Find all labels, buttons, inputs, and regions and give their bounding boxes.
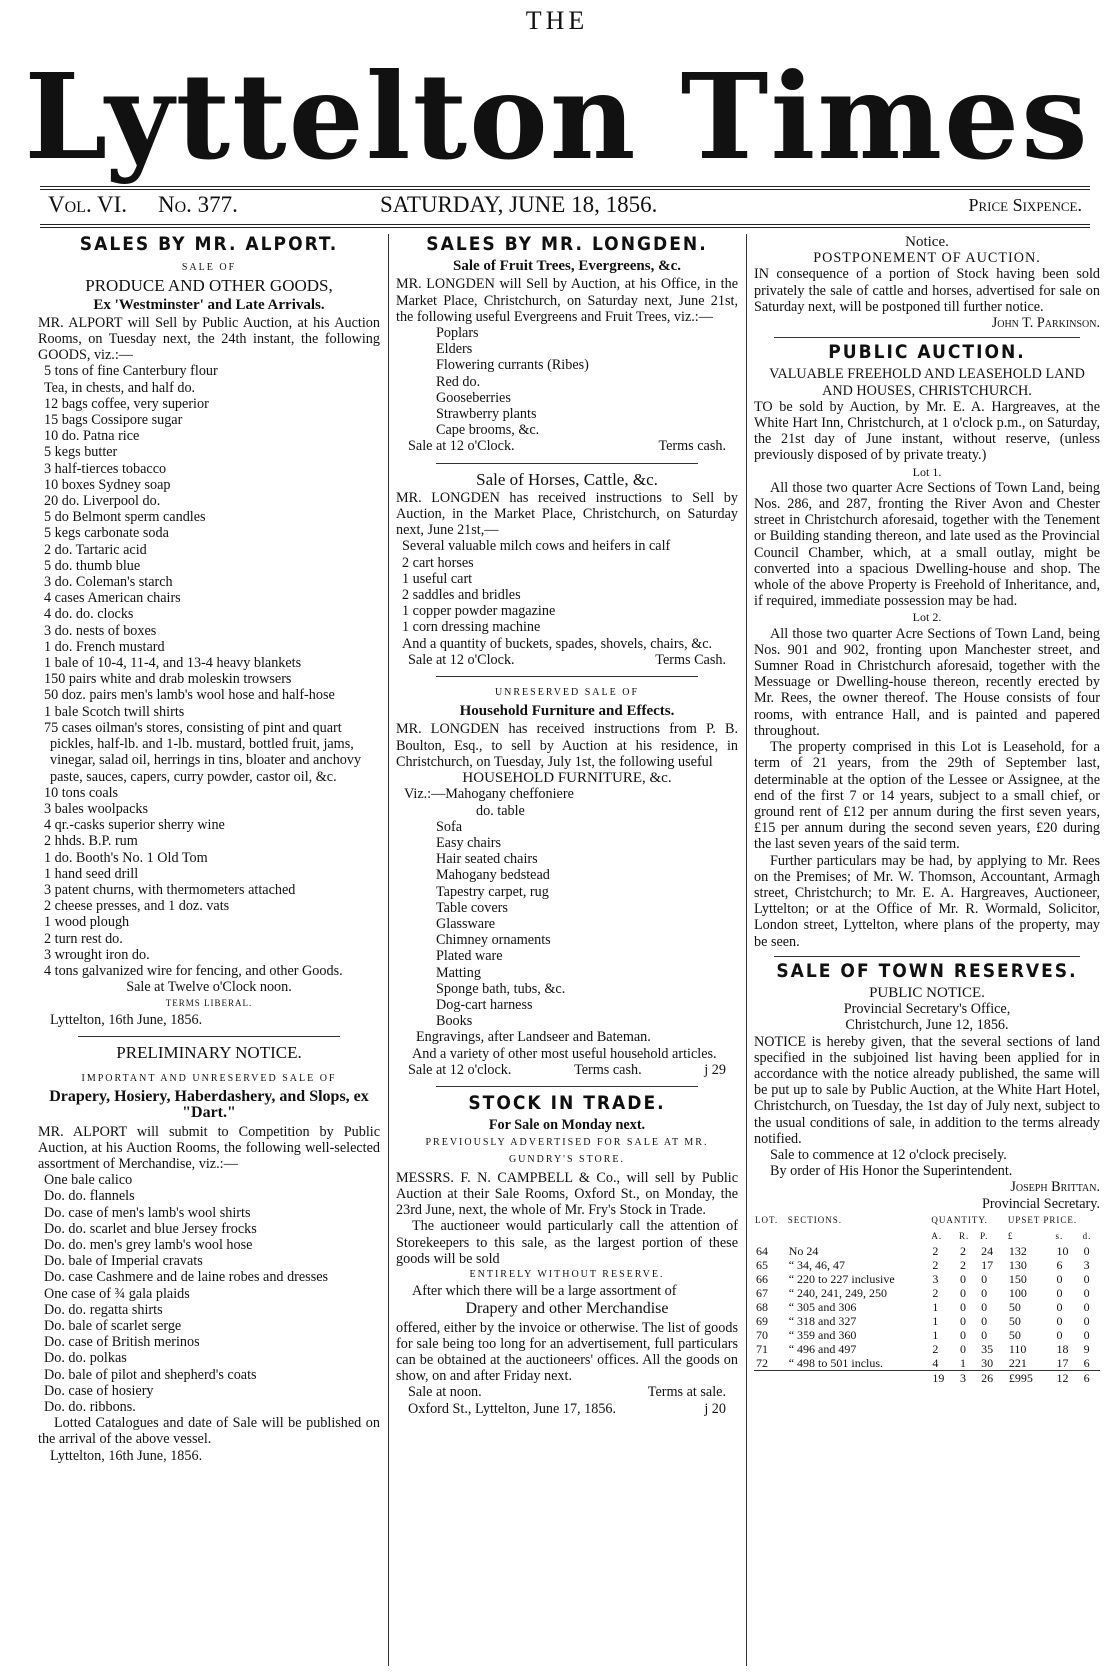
goods-item: 10 tons coals [44, 784, 119, 801]
quantity-header: QUANTITY. [931, 1214, 988, 1225]
goods-item: 3 do. Coleman's starch [44, 574, 173, 591]
public-notice-heading: PUBLIC NOTICE. [869, 984, 985, 1001]
sale-time: Sale at Twelve o'Clock noon. [126, 979, 292, 996]
goods-item: 75 cases oilman's stores, consisting of pint and quart pickles, half-lb. and 1-lb. mustard, bottled fruit, jams, vinegar, salad oil, herrings in tins, bloater and anchovy paste, sauces, capers, curry powder, castor oil, &c. [44, 719, 362, 785]
secretary-office: Provincial Secretary's Office, [843, 1001, 1011, 1018]
lot-cell-sections: “ 240, 241, 249, 250 [788, 1285, 888, 1300]
lot-cell-s: 0 [1056, 1271, 1063, 1286]
merchandise-item: Do. case of men's lamb's wool shirts [44, 1204, 251, 1221]
stock-drapery: Drapery and other Merchandise [465, 1300, 669, 1318]
lot-cell-p: 0 [981, 1285, 988, 1300]
horses-sale-time: Sale at 12 o'Clock. [408, 651, 515, 668]
lot-cell-l: 221 [1008, 1355, 1027, 1370]
lot-1-text: All those two quarter Acre Sections of Town Land, being Nos. 286, and 287, fronting the River Avon and Chester street in Christchurch aforesaid, together with the Tenement or Building standing thereon, and late used as the Provincial Council Chamber, which, at a small outlay, might be converted into a spacious Dwelling-house and shop. The whole of the above Property is Freehold of Inheritance, and, if required, immediate possession may be had. [754, 479, 1100, 610]
stock-previously: PREVIOUSLY ADVERTISED FOR SALE AT MR. GUNDRY'S STORE. [425, 1137, 709, 1165]
sale-of: SALE OF [181, 262, 237, 274]
lot-cell-s: 0 [1056, 1313, 1063, 1328]
lot-cell-a: 1 [932, 1299, 939, 1314]
valuable-heading: VALUABLE FREEHOLD AND LEASEHOLD LAND AND HOUSES, CHRISTCHURCH. [769, 366, 1085, 399]
goods-item: 1 do. Booth's No. 1 Old Tom [44, 849, 208, 866]
column-alport [38, 234, 380, 1464]
leasehold-text: The property comprised in this Lot is Leasehold, for a term of 21 years, from the 29th of September last, determinable at the option of the Lessee or Assignee, at the end of the first 7 or 14 years, subject to a small chief, or ground rent of £12 per annum during the first seven years, £15 per annum during the second seven years, £20 during the last seven years of the said term. [754, 739, 1100, 853]
household-furniture: HOUSEHOLD FURNITURE, &c. [462, 770, 672, 787]
alport-dateline-2: Lyttelton, 16th June, 1856. [50, 1447, 203, 1464]
sections-header: SECTIONS. [787, 1214, 842, 1225]
livestock-item: 1 useful cart [402, 570, 473, 587]
issue-number: No. 377. [158, 192, 238, 217]
lot-cell-d: 0 [1083, 1271, 1090, 1286]
lot-cell-r: 0 [959, 1271, 966, 1286]
produce-heading: PRODUCE AND OTHER GOODS, [85, 276, 333, 296]
upset-header: UPSET PRICE. [1007, 1214, 1078, 1225]
dateline-bar [40, 192, 1090, 224]
goods-item: 3 bales woolpacks [44, 800, 149, 817]
alport-heading: SALES BY MR. ALPORT. [79, 234, 339, 255]
goods-item: 4 qr.-casks superior sherry wine [44, 817, 225, 834]
lot-cell-d: 9 [1083, 1341, 1090, 1356]
lot-2-heading: Lot 2. [912, 610, 942, 625]
drapery-heading: Drapery, Hosiery, Haberdashery, and Slops, ex "Dart." [49, 1088, 369, 1122]
top-rule-2 [40, 189, 1090, 190]
alport-intro-2: MR. ALPORT will submit to Competition by Public Auction, at his Auction Rooms, the following well-selected assortment of Merchandise, viz.:— [38, 1123, 380, 1172]
goods-item: 3 half-tierces tobacco [44, 460, 167, 477]
tree-item: Elders [436, 341, 473, 358]
lots-table [754, 1212, 1100, 1385]
lot-cell-a: 2 [932, 1243, 939, 1258]
lot-cell-r: 0 [959, 1341, 966, 1356]
lot-cell-p: 0 [981, 1327, 988, 1342]
further-particulars: Further particulars may be had, by applying to Mr. Rees on the Premises; of Mr. W. Thomson, Accountant, Armagh street, Christchurch; to Mr. E. A. Hargreaves, Auctioneer, Lyttelton; or at the Office of Mr. R. Wormald, Solicitor, London street, Lyttelton, where plans of the property, may be seen. [754, 852, 1100, 950]
merchandise-item: Do. do. scarlet and blue Jersey frocks [44, 1220, 257, 1237]
lot-1-heading: Lot 1. [912, 464, 942, 479]
goods-item: 5 do. thumb blue [44, 557, 141, 574]
lot-cell-lot: 68 [756, 1299, 768, 1314]
separator [436, 1086, 698, 1087]
goods-item: 1 do. French mustard [44, 638, 165, 655]
goods-item: 3 do. nests of boxes [44, 622, 157, 639]
lot-row [754, 1286, 1100, 1300]
lot-cell-s: 0 [1056, 1327, 1063, 1342]
lot-cell-d: 3 [1083, 1257, 1090, 1272]
price: Price Sixpence. [968, 195, 1082, 215]
ex-westminster: Ex 'Westminster' and Late Arrivals. [93, 296, 325, 313]
lot-cell-l: 110 [1008, 1341, 1027, 1356]
masthead-the: THE [525, 6, 589, 35]
livestock-item: 2 cart horses [402, 554, 474, 571]
stock-title: STOCK IN TRADE. [468, 1091, 666, 1114]
alport-intro: MR. ALPORT will Sell by Public Auction, at his Auction Rooms, on Tuesday next, the 24th instant, the following GOODS, viz.:— [38, 314, 380, 364]
merchandise-item: Do. case of British merinos [44, 1334, 200, 1351]
merchandise-item: Do. bale of Imperial cravats [44, 1253, 203, 1270]
furniture-item: Easy chairs [436, 834, 502, 851]
total-p: 26 [981, 1370, 994, 1385]
goods-item: 3 wrought iron do. [44, 946, 150, 963]
lots-total-row [754, 1370, 1100, 1385]
separator [774, 956, 1080, 957]
unreserved-sale: UNRESERVED SALE OF [494, 687, 640, 699]
merchandise-list [38, 1172, 380, 1415]
furniture-item: Sponge bath, tubs, &c. [436, 980, 566, 997]
separator [78, 1036, 340, 1037]
furniture-list [396, 819, 738, 1030]
lot-cell-l: 50 [1008, 1299, 1021, 1314]
lot-cell-sections: “ 305 and 306 [788, 1299, 857, 1314]
lot-cell-r: 2 [959, 1243, 966, 1258]
lot-cell-a: 2 [932, 1285, 939, 1300]
issue-date: SATURDAY, JUNE 18, 1856. [380, 192, 658, 217]
furniture-item: Mahogany bedstead [436, 867, 550, 884]
unit-r: R. [958, 1230, 970, 1241]
stock-p3: offered, either by the invoice or otherwise. The list of goods for sale being too long for an advertisement, full particulars can be obtained at the auctioneers' offices. All the goods on show, on and after Friday next. [396, 1319, 738, 1385]
lot-row [754, 1328, 1100, 1342]
goods-item: 15 bags Cossipore sugar [44, 412, 183, 429]
lot-cell-d: 6 [1083, 1355, 1090, 1370]
livestock-item: 1 corn dressing machine [402, 619, 541, 636]
lot-row [754, 1300, 1100, 1314]
longden-heading: SALES BY MR. LONGDEN. [426, 234, 708, 255]
lot-cell-s: 17 [1056, 1355, 1069, 1370]
lot-cell-l: 50 [1008, 1327, 1021, 1342]
lot-cell-l: 100 [1008, 1285, 1027, 1300]
lot-cell-r: 0 [959, 1327, 966, 1342]
lot-cell-a: 2 [932, 1341, 939, 1356]
goods-item: 4 tons galvanized wire for fencing, and other Goods. [44, 962, 343, 979]
horses-title: Sale of Horses, Cattle, &c. [476, 469, 658, 489]
lot-cell-r: 0 [959, 1313, 966, 1328]
stock-monday: For Sale on Monday next. [488, 1117, 646, 1134]
goods-item: 10 do. Patna rice [44, 428, 140, 445]
hh-table: do. table [476, 802, 525, 819]
unit-s: s. [1055, 1230, 1064, 1241]
lot-cell-lot: 70 [756, 1327, 768, 1342]
hh-code: j 29 [704, 1061, 726, 1078]
furniture-item: Hair seated chairs [436, 851, 538, 868]
public-auction-intro: TO be sold by Auction, by Mr. E. A. Hargreaves, at the White Hart Inn, Christchurch, at 1 o'clock p.m., on Saturday, the 21st day of June instant, without reserve, (unless previously disposed of by private treaty.) [754, 398, 1100, 464]
top-rule [40, 186, 1090, 187]
tree-item: Gooseberries [436, 389, 511, 406]
brittan-title: Provincial Secretary. [981, 1195, 1100, 1212]
lot-2-text: All those two quarter Acre Sections of Town Land, being Nos. 901 and 902, fronting upon Manchester street, and Sumner Road in Christchurch aforesaid, together with the Messuage or Dwelling-house thereon, recently erected by Mr. Rees, the owner thereof. The House consists of four rooms, with entrance Hall, and is painted and papered throughout. [754, 625, 1100, 739]
variety: And a variety of other most useful household articles. [412, 1045, 717, 1062]
goods-item: Tea, in chests, and half do. [44, 379, 196, 396]
hh-viz: Viz.:—Mahogany cheffoniere [404, 786, 574, 803]
unit-d: d. [1082, 1230, 1092, 1241]
hh-sale-row [396, 1062, 738, 1078]
goods-item: 2 cheese presses, and 1 doz. vats [44, 898, 230, 915]
engravings: Engravings, after Landseer and Bateman. [416, 1029, 651, 1046]
masthead-title: Lyttelton Times [24, 47, 1090, 186]
dateline-rule-2 [40, 227, 1090, 228]
lot-cell-s: 6 [1056, 1257, 1063, 1272]
goods-item: 1 bale of 10-4, 11-4, and 13-4 heavy blankets [44, 655, 302, 672]
merchandise-item: Do. do. flannels [44, 1188, 135, 1205]
hh-sale-time: Sale at 12 o'clock. [408, 1061, 512, 1078]
town-reserves-heading: SALE OF TOWN RESERVES. [776, 959, 1078, 982]
column-longden [396, 234, 738, 1417]
notice-heading: Notice. [905, 234, 949, 250]
goods-item: 150 pairs white and drab moleskin trowsers [44, 671, 292, 688]
terms: TERMS LIBERAL. [165, 998, 253, 1009]
lot-cell-s: 0 [1056, 1285, 1063, 1300]
lot-cell-l: 132 [1008, 1243, 1027, 1258]
stock-intro: MESSRS. F. N. CAMPBELL & Co., will sell by Public Auction at their Sale Rooms, Oxford St., on Monday, the 23rd June, next, the whole of Mr. Fry's Stock in Trade. [396, 1169, 738, 1219]
lot-row [754, 1342, 1100, 1356]
lot-cell-sections: “ 318 and 327 [788, 1313, 857, 1328]
lot-cell-sections: “ 34, 46, 47 [788, 1257, 846, 1272]
goods-item: 1 wood plough [44, 914, 130, 931]
goods-item: 4 cases American chairs [44, 590, 181, 607]
lot-cell-r: 2 [959, 1257, 966, 1272]
lot-header: LOT. [755, 1214, 779, 1225]
hh-terms: Terms cash. [574, 1061, 642, 1078]
postponement-heading: POSTPONEMENT OF AUCTION. [813, 250, 1041, 267]
furniture-item: Tapestry carpet, rug [436, 883, 549, 900]
goods-item: 5 tons of fine Canterbury flour [44, 363, 218, 380]
merchandise-item: Do. do. ribbons. [44, 1399, 136, 1416]
lot-cell-p: 17 [981, 1257, 994, 1272]
lot-cell-p: 0 [981, 1313, 988, 1328]
furniture-item: Glassware [436, 915, 496, 932]
tree-item: Cape brooms, &c. [436, 422, 540, 439]
lot-cell-p: 0 [981, 1271, 988, 1286]
lot-cell-a: 2 [932, 1257, 939, 1272]
furniture-item: Plated ware [436, 948, 503, 965]
lot-cell-p: 35 [981, 1341, 994, 1356]
lot-cell-d: 0 [1083, 1313, 1090, 1328]
total-d: 6 [1083, 1370, 1090, 1385]
column-rule-2 [746, 234, 747, 1666]
unit-p: P. [980, 1230, 989, 1241]
lot-cell-r: 0 [959, 1285, 966, 1300]
lot-cell-p: 0 [981, 1299, 988, 1314]
brittan-name: Joseph Brittan. [1010, 1179, 1100, 1196]
furniture-item: Dog-cart harness [436, 996, 533, 1013]
merchandise-item: Do. case Cashmere and de laine robes and dresses [44, 1269, 329, 1286]
trees-sale-row [396, 438, 738, 454]
lot-cell-p: 24 [981, 1243, 994, 1258]
preliminary-notice: PRELIMINARY NOTICE. [116, 1042, 302, 1062]
lot-cell-a: 1 [932, 1313, 939, 1328]
town-reserves-text: NOTICE is hereby given, that the several sections of land specified in the subjoined list having been applied for in accordance with the notice already published, the same will be put up to sale by Public Auction, at the White Hart Hotel, Christchurch, on Tuesday, the 1st day of July next, subject to the usual conditions of sale, in addition to the terms already notified. [754, 1033, 1100, 1147]
stock-sale-row [396, 1384, 738, 1400]
merchandise-item: One case of ¾ gala plaids [44, 1285, 190, 1302]
merchandise-item: Do. case of hosiery [44, 1382, 154, 1399]
public-auction-heading: PUBLIC AUCTION. [828, 341, 1026, 364]
lot-cell-lot: 69 [756, 1313, 768, 1328]
trees-list [396, 325, 738, 438]
dateline-rule [40, 224, 1090, 225]
lot-cell-lot: 66 [756, 1271, 768, 1286]
stock-dateline-row [396, 1401, 738, 1417]
horses-terms: Terms Cash. [655, 651, 726, 668]
lots-units-row [754, 1228, 1100, 1244]
lot-cell-lot: 72 [756, 1355, 768, 1370]
lot-cell-sections: “ 496 and 497 [788, 1341, 857, 1356]
stock-dateline: Oxford St., Lyttelton, June 17, 1856. [408, 1400, 617, 1417]
merchandise-item: One bale calico [44, 1172, 133, 1189]
lot-cell-r: 1 [959, 1355, 966, 1370]
goods-item: 2 turn rest do. [44, 930, 123, 947]
lot-cell-p: 30 [981, 1355, 994, 1370]
lot-cell-r: 0 [959, 1299, 966, 1314]
goods-item: 2 do. Tartaric acid [44, 541, 147, 558]
lot-cell-a: 1 [932, 1327, 939, 1342]
goods-item: 10 boxes Sydney soap [44, 476, 171, 493]
lot-cell-lot: 64 [756, 1243, 768, 1258]
lot-cell-s: 0 [1056, 1299, 1063, 1314]
lot-cell-sections: “ 220 to 227 inclusive [788, 1271, 895, 1286]
tree-item: Strawberry plants [436, 406, 537, 423]
stock-p2: The auctioneer would particularly call the attention of Storekeepers to this sale, as the largest portion of these goods will be sold [396, 1218, 738, 1267]
livestock-item: And a quantity of buckets, spades, shovels, chairs, &c. [402, 635, 713, 652]
goods-item: 1 bale Scotch twill shirts [44, 703, 185, 720]
goods-list [38, 363, 380, 979]
lot-cell-l: 150 [1008, 1271, 1027, 1286]
goods-item: 5 kegs carbonate soda [44, 525, 169, 542]
column-notices [754, 234, 1100, 1385]
stock-terms: Terms at sale. [647, 1384, 726, 1401]
furniture-item: Sofa [436, 818, 463, 835]
household-intro: MR. LONGDEN has received instructions from P. B. Boulton, Esq., to sell by Auction at his residence, in Christchurch, on Tuesday, July 1st, the following useful [396, 721, 738, 770]
goods-item: 4 do. do. clocks [44, 606, 134, 623]
lot-cell-sections: “ 498 to 501 inclus. [788, 1355, 884, 1370]
postponement-text: IN consequence of a portion of Stock having been sold privately the sale of cattle and horses, advertised for sale on Saturday next, will be postponed till further notice. [754, 266, 1100, 315]
column-rule-1 [388, 234, 389, 1666]
trees-sale-time: Sale at 12 o'Clock. [408, 438, 515, 455]
lot-cell-d: 0 [1083, 1243, 1090, 1258]
lot-cell-d: 0 [1083, 1285, 1090, 1300]
merchandise-item: Do. do. men's grey lamb's wool hose [44, 1236, 253, 1253]
total-r: 3 [959, 1370, 966, 1385]
sale-commence: Sale to commence at 12 o'clock precisely. [770, 1146, 1007, 1163]
merchandise-item: Do. do. polkas [44, 1350, 127, 1367]
lot-cell-lot: 67 [756, 1285, 768, 1300]
merchandise-item: Do. do. regatta shirts [44, 1301, 163, 1318]
tree-item: Red do. [436, 373, 481, 390]
lot-cell-s: 18 [1056, 1341, 1069, 1356]
trees-terms: Terms cash. [658, 438, 726, 455]
tree-item: Flowering currants (Ribes) [436, 357, 589, 374]
goods-item: 5 kegs butter [44, 444, 118, 461]
lot-row [754, 1244, 1100, 1258]
separator [436, 676, 698, 677]
furniture-item: Table covers [436, 899, 508, 916]
livestock-item: 1 copper powder magazine [402, 603, 556, 620]
lot-row [754, 1356, 1100, 1371]
lot-row [754, 1314, 1100, 1328]
lot-cell-l: 50 [1008, 1313, 1021, 1328]
stock-code: j 20 [704, 1400, 726, 1417]
lot-cell-lot: 71 [756, 1341, 768, 1356]
total-pounds: £995 [1008, 1370, 1033, 1385]
total-s: 12 [1056, 1370, 1069, 1385]
horses-sale-row [396, 652, 738, 668]
goods-item: 2 hhds. B.P. rum [44, 833, 138, 850]
fruit-trees-intro: MR. LONGDEN will Sell by Auction, at his Office, in the Market Place, Christchurch, on Saturday next, June 21st, the following useful Evergreens and Fruit Trees, viz.:— [396, 276, 738, 325]
lot-cell-d: 0 [1083, 1327, 1090, 1342]
stock-after: After which there will be a large assortment of [412, 1283, 677, 1300]
total-a: 19 [932, 1370, 945, 1385]
lot-cell-s: 10 [1056, 1243, 1069, 1258]
lot-cell-l: 130 [1008, 1257, 1027, 1272]
lot-row [754, 1272, 1100, 1286]
lot-cell-lot: 65 [756, 1257, 768, 1272]
lot-cell-a: 4 [932, 1355, 939, 1370]
separator [436, 463, 698, 464]
stock-no-reserve: ENTIRELY WITHOUT RESERVE. [469, 1268, 665, 1280]
livestock-item: Several valuable milch cows and heifers in calf [402, 538, 671, 555]
lots-header-row [754, 1212, 1100, 1228]
goods-item: 12 bags coffee, very superior [44, 395, 209, 412]
lot-cell-sections: “ 359 and 360 [788, 1327, 857, 1342]
merchandise-item: Do. bale of scarlet serge [44, 1318, 182, 1334]
goods-item: 5 do Belmont sperm candles [44, 509, 206, 526]
lot-cell-sections: No 24 [788, 1243, 819, 1258]
horses-list [396, 538, 738, 651]
stock-sale-time: Sale at noon. [408, 1384, 482, 1401]
lot-cell-d: 0 [1083, 1299, 1090, 1314]
livestock-item: 2 saddles and bridles [402, 587, 521, 604]
goods-item: 3 patent churns, with thermometers attached [44, 881, 296, 898]
separator [774, 337, 1080, 338]
goods-item: 1 hand seed drill [44, 865, 139, 882]
furniture-item: Chimney ornaments [436, 932, 551, 949]
merchandise-item: Do. bale of pilot and shepherd's coats [44, 1366, 257, 1383]
important-sale: IMPORTANT AND UNRESERVED SALE OF [81, 1072, 337, 1084]
goods-item: 20 do. Liverpool do. [44, 493, 161, 510]
volume: Vol. VI. [48, 192, 128, 217]
lotted-catalogues: Lotted Catalogues and date of Sale will be published on the arrival of the above vessel. [38, 1415, 380, 1448]
lot-cell-a: 3 [932, 1271, 939, 1286]
fruit-trees-title: Sale of Fruit Trees, Evergreens, &c. [452, 258, 681, 275]
office-date: Christchurch, June 12, 1856. [845, 1017, 1009, 1034]
tree-item: Poplars [436, 325, 479, 342]
furniture-item: Matting [436, 964, 481, 981]
unit-a: A. [931, 1230, 943, 1241]
lot-row [754, 1258, 1100, 1272]
alport-dateline: Lyttelton, 16th June, 1856. [50, 1011, 203, 1028]
postponement-signature: John T. Parkinson. [991, 315, 1100, 332]
unit-pounds: £ [1007, 1230, 1014, 1241]
goods-item: 50 doz. pairs men's lamb's wool hose and half-hose [44, 687, 335, 704]
horses-intro: MR. LONGDEN has received instructions to Sell by Auction, in the Market Place, Christchurch, on Saturday next, June 21st,— [396, 489, 738, 539]
by-order: By order of His Honor the Superintendent. [770, 1163, 1013, 1180]
household-heading: Household Furniture and Effects. [459, 703, 675, 720]
furniture-item: Books [436, 1013, 473, 1030]
